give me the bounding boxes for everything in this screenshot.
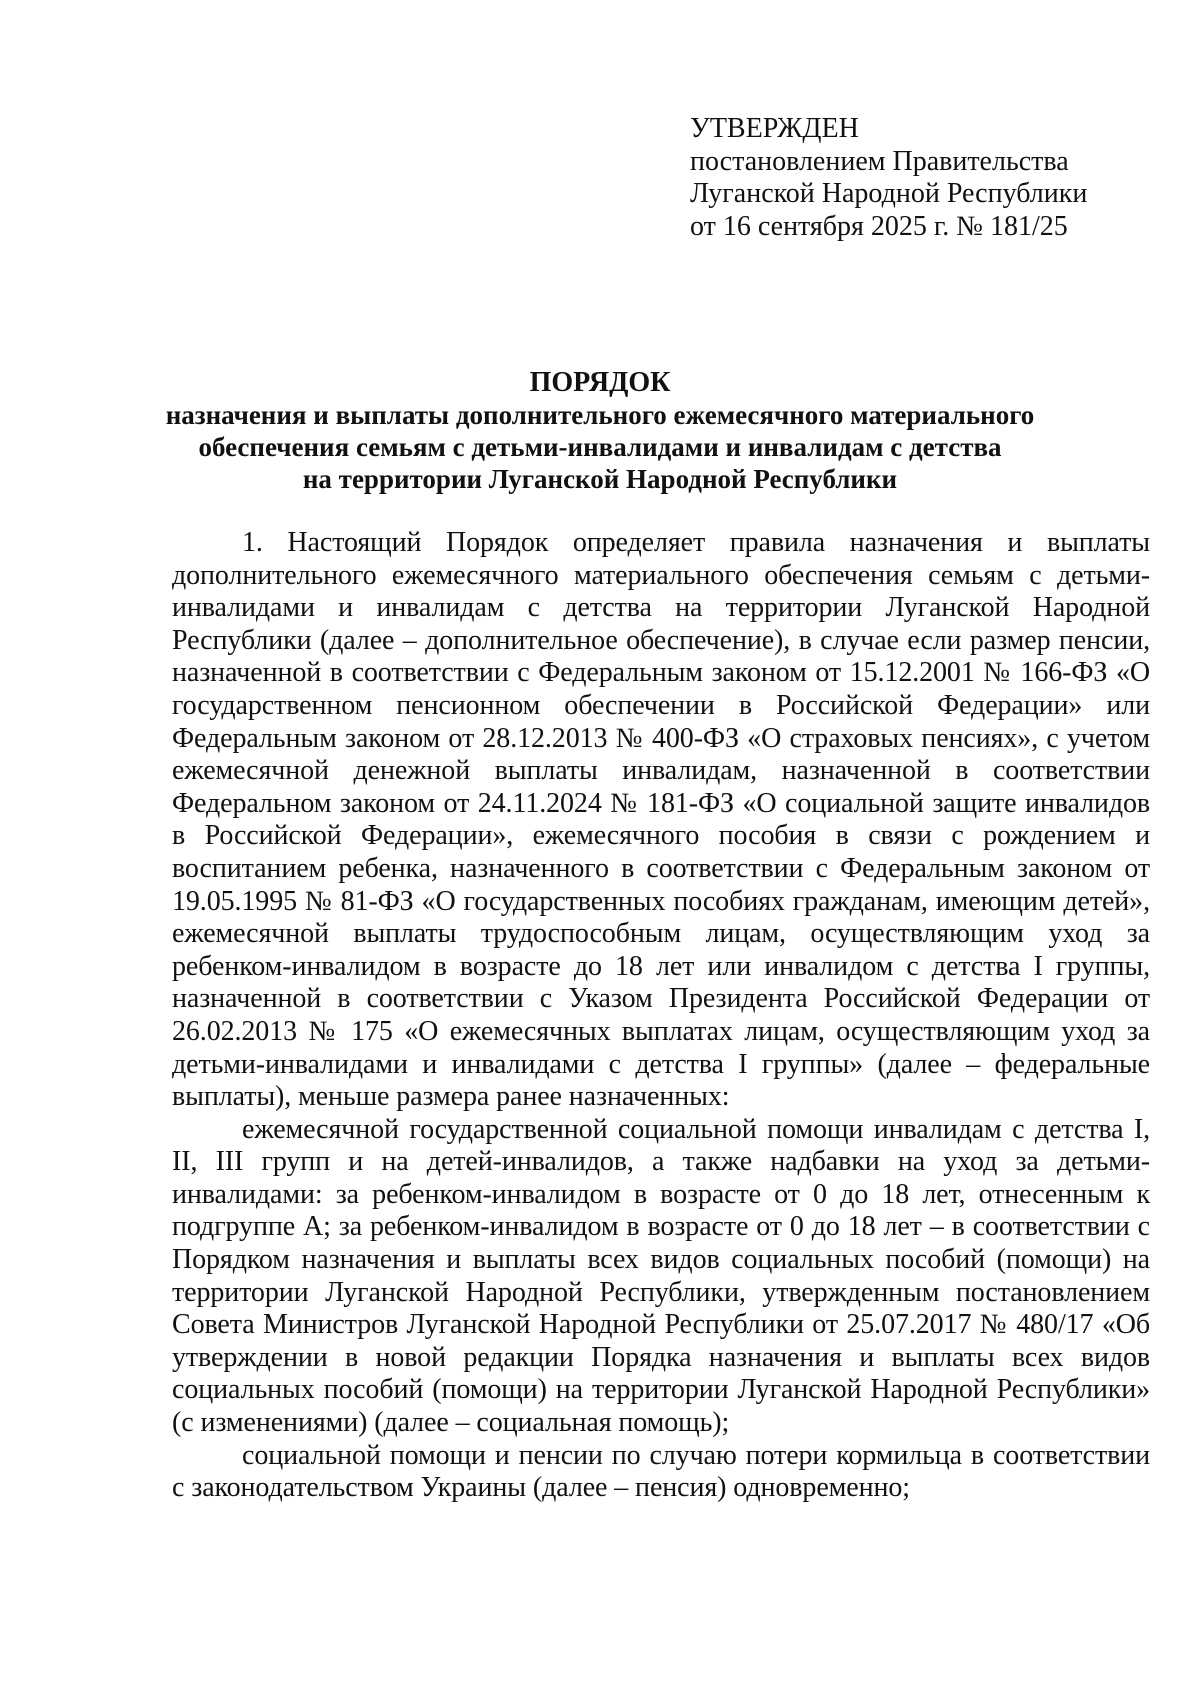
paragraph-pension: социальной помощи и пенсии по случаю потери кормильца в соответствии с законодательством Украины (далее – пенсия) одновременно; [172,1439,1150,1504]
approval-date-number: от 16 сентября 2025 г. № 181/25 [690,210,1068,242]
subtitle-line: обеспечения семьям с детьми-инвалидами и инвалидам с детства [198,432,1002,462]
document-subtitle [150,399,1050,495]
approval-stamp [690,113,1087,243]
approval-line: постановлением Правительства [690,145,1069,177]
approval-line: Луганской Народной Республики [690,178,1088,209]
subtitle-line: назначения и выплаты дополнительного ежемесячного материального [165,400,1035,430]
paragraph-social-aid: ежемесячной государственной социальной помощи инвалидам с детства I, II, III групп и на детей-инвалидов, а также надбавки на уход за детьми-инвалидами: за ребенком-инвалидом в возрасте от 0 до 18 лет, отнесенным к подгруппе А; за ребенком-инвалидом в возрасте от 0 до 18 лет – в соответствии с Порядком назначения и выплаты всех видов социальных пособий (помощи) на территории Луганской Народной Республики, утвержденным постановлением Совета Министров Луганской Народной Республики от 25.07.2017 № 480/17 «Об утверждении в новой редакции Порядка назначения и выплаты всех видов социальных пособий (помощи) на территории Луганской Народной Республики» (с изменениями) (далее – социальная помощь); [172,1113,1150,1439]
document-body [172,527,1150,1505]
approval-heading: УТВЕРЖДЕН [690,113,859,144]
paragraph-1: 1. Настоящий Порядок определяет правила назначения и выплаты дополнительного ежемесячного материального обеспечения семьям с детьми-инвалидами и инвалидам с детства на территории Луганской Народной Республики (далее – дополнительное обеспечение), в случае если размер пенсии, назначенной в соответствии с Федеральным законом от 15.12.2001 № 166-ФЗ «О государственном пенсионном обеспечении в Российской Федерации» или Федеральным законом от 28.12.2013 № 400-ФЗ «О страховых пенсиях», с учетом ежемесячной денежной выплаты инвалидам, назначенной в соответствии Федеральном законом от 24.11.2024 № 181-ФЗ «О социальной защите инвалидов в Российской Федерации», ежемесячного пособия в связи с рождением и воспитанием ребенка, назначенного в соответствии с Федеральным законом от 19.05.1995 № 81-ФЗ «О государственных пособиях гражданам, имеющим детей», ежемесячной выплаты трудоспособным лицам, осуществляющим уход за ребенком-инвалидом в возрасте до 18 лет или инвалидом с детства I группы, назначенной в соответствии с Указом Президента Российской Федерации от 26.02.2013 № 175 «О ежемесячных выплатах лицам, осуществляющим уход за детьми-инвалидами и инвалидами с детства I группы» (далее – федеральные выплаты), меньше размера ранее назначенных: [172,527,1150,1113]
document-title: ПОРЯДОК [529,367,671,398]
subtitle-line: на территории Луганской Народной Республики [302,464,898,494]
